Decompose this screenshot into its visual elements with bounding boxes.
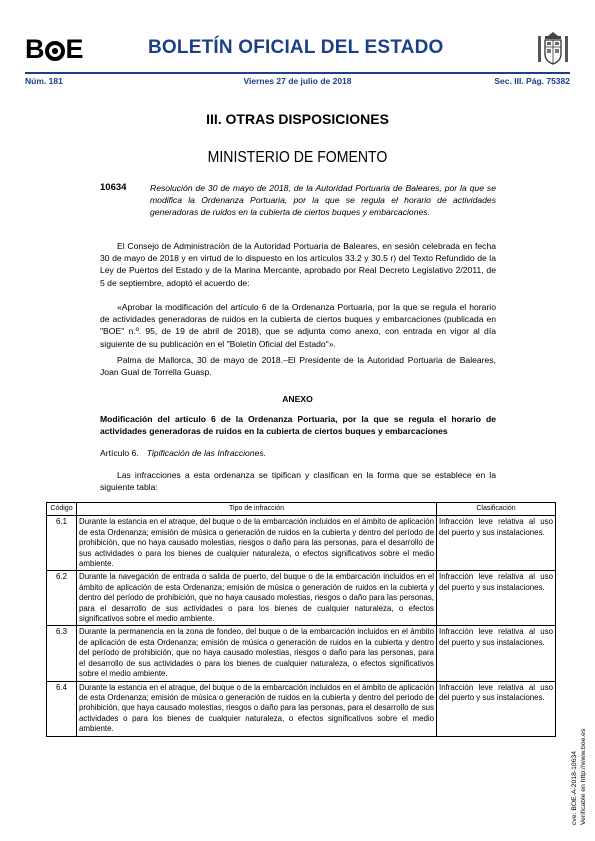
boe-logo: B E bbox=[25, 34, 83, 64]
row-code: 6.2 bbox=[47, 571, 77, 626]
paragraph-1: El Consejo de Administración de la Autoridad Portuaria de Baleares, en sesión celebrada en fecha 30 de mayo de 2018 y en virtud de lo dispuesto en los artículos 33.2 y 30.5 r) del Texto Refundido de la Ley de Puertos del Estado y de la Marina Mercante, aprobado por Real Decreto Legislativo 2/2011, de 5 de septiembre, adoptó el acuerdo de: bbox=[100, 241, 496, 288]
resolution-number: 10634 bbox=[100, 182, 127, 193]
table-row bbox=[47, 571, 556, 626]
row-classification: Infracción leve relativa al uso del puerto y sus instalaciones. bbox=[437, 571, 556, 626]
header-type: Tipo de infracción bbox=[77, 503, 437, 516]
header-subbar bbox=[25, 72, 570, 86]
ministry-title: MINISTERIO DE FOMENTO bbox=[207, 149, 388, 166]
section-page: Sec. III. Pág. 75382 bbox=[494, 76, 570, 86]
verification-note bbox=[571, 729, 588, 825]
coat-of-arms-icon bbox=[536, 30, 570, 68]
paragraph-3: Palma de Mallorca, 30 de mayo de 2018.–El Presidente de la Autoridad Portuaria de Baleares, Joan Gual de Torrella Guasp. bbox=[100, 355, 496, 378]
annex-title: ANEXO bbox=[282, 394, 313, 404]
row-description: Durante la estancia en el atraque, del buque o de la embarcación incluidos en el ámbito de aplicación de esta Ordenanza; emisión de música o generación de ruidos en la cubierta y dentro del período de prohibición, que no haya causado molestias, riesgos o daño para las personas, para el desarrollo de sus actividades o para los bienes de cualquier naturaleza, o efectos significativos sobre el medio ambiente. bbox=[77, 516, 437, 571]
header-code: Código bbox=[47, 503, 77, 516]
infractions-table bbox=[46, 502, 556, 737]
row-description: Durante la navegación de entrada o salida de puerto, del buque o de la embarcación incluidos en el ámbito de aplicación de esta Ordenanza; emisión de música o generación de ruidos en la cubierta y dentro del período de prohibición, que no haya causado molestias, riesgos o daño para las personas, para el desarrollo de sus actividades o para los bienes de cualquier naturaleza, o efectos significativos sobre el medio ambiente. bbox=[77, 571, 437, 626]
resolution-summary: Resolución de 30 de mayo de 2018, de la Autoridad Portuaria de Baleares, por la que se modifica la Ordenanza Portuaria, por la que se regula el horario de actividades generadoras de ruidos en la cubierta de ciertos buques y embarcaciones. bbox=[150, 183, 496, 218]
article-title: Tipificación de las Infracciones. bbox=[146, 448, 267, 458]
verification-link[interactable]: Verificable en http://www.boe.es bbox=[579, 728, 587, 825]
annex-heading: Modificación del artículo 6 de la Ordenanza Portuaria, por la que se regula el horario de actividades generadoras de ruidos en la cubierta de ciertos buques y embarcaciones bbox=[100, 414, 496, 437]
row-classification: Infracción leve relativa al uso del puerto y sus instalaciones. bbox=[437, 681, 556, 736]
section-title: III. OTRAS DISPOSICIONES bbox=[206, 111, 389, 127]
cve-code: cve: BOE-A-2018-10634 bbox=[571, 750, 578, 825]
header-classification: Clasificación bbox=[437, 503, 556, 516]
table-row bbox=[47, 516, 556, 571]
table-row bbox=[47, 626, 556, 681]
page-header bbox=[25, 30, 570, 68]
annex-intro: Las infracciones a esta ordenanza se tipifican y clasifican en la forma que se establece en la siguiente tabla: bbox=[100, 470, 496, 493]
row-code: 6.1 bbox=[47, 516, 77, 571]
row-code: 6.3 bbox=[47, 626, 77, 681]
table-row bbox=[47, 681, 556, 736]
article-label: Artículo 6. bbox=[100, 448, 139, 458]
row-code: 6.4 bbox=[47, 681, 77, 736]
issue-date: Viernes 27 de julio de 2018 bbox=[243, 76, 352, 86]
paragraph-2: «Aprobar la modificación del artículo 6 de la Ordenanza Portuaria, por la que se regula el horario de actividades generadoras de ruidos en la cubierta de ciertos buques y embarcaciones (publicada en "BOE" n.º. 95, de 19 de abril de 2018), que se adjunta como anexo, con entrada en vigor al día siguiente de su publicación en el "Boletín Oficial del Estado"». bbox=[100, 302, 496, 349]
row-classification: Infracción leve relativa al uso del puerto y sus instalaciones. bbox=[437, 516, 556, 571]
issue-number: Núm. 181 bbox=[25, 76, 63, 86]
article-line bbox=[100, 447, 496, 459]
gazette-title: BOLETÍN OFICIAL DEL ESTADO bbox=[148, 37, 444, 58]
row-description: Durante la estancia en el atraque, del buque o de la embarcación incluidos en el ámbito de aplicación de esta Ordenanza; emisión de música o generación de ruidos en la cubierta y dentro del período de prohibición, que haya causado molestias, riesgos o daño para las personas, para el desarrollo de sus actividades o para los bienes de cualquier naturaleza, o efectos significativos sobre el medio ambiente. bbox=[77, 681, 437, 736]
table-header-row bbox=[47, 503, 556, 516]
row-description: Durante la permanencia en la zona de fondeo, del buque o de la embarcación incluidos en el ámbito de aplicación de esta Ordenanza; emisión de música o generación de ruidos en la cubierta y dentro del período de prohibición, que no haya causado molestias, riesgos o daño para las personas, para el desarrollo de sus actividades o para los bienes de cualquier naturaleza, o efectos significativos sobre el medio ambiente. bbox=[77, 626, 437, 681]
row-classification: Infracción leve relativa al uso del puerto y sus instalaciones. bbox=[437, 626, 556, 681]
